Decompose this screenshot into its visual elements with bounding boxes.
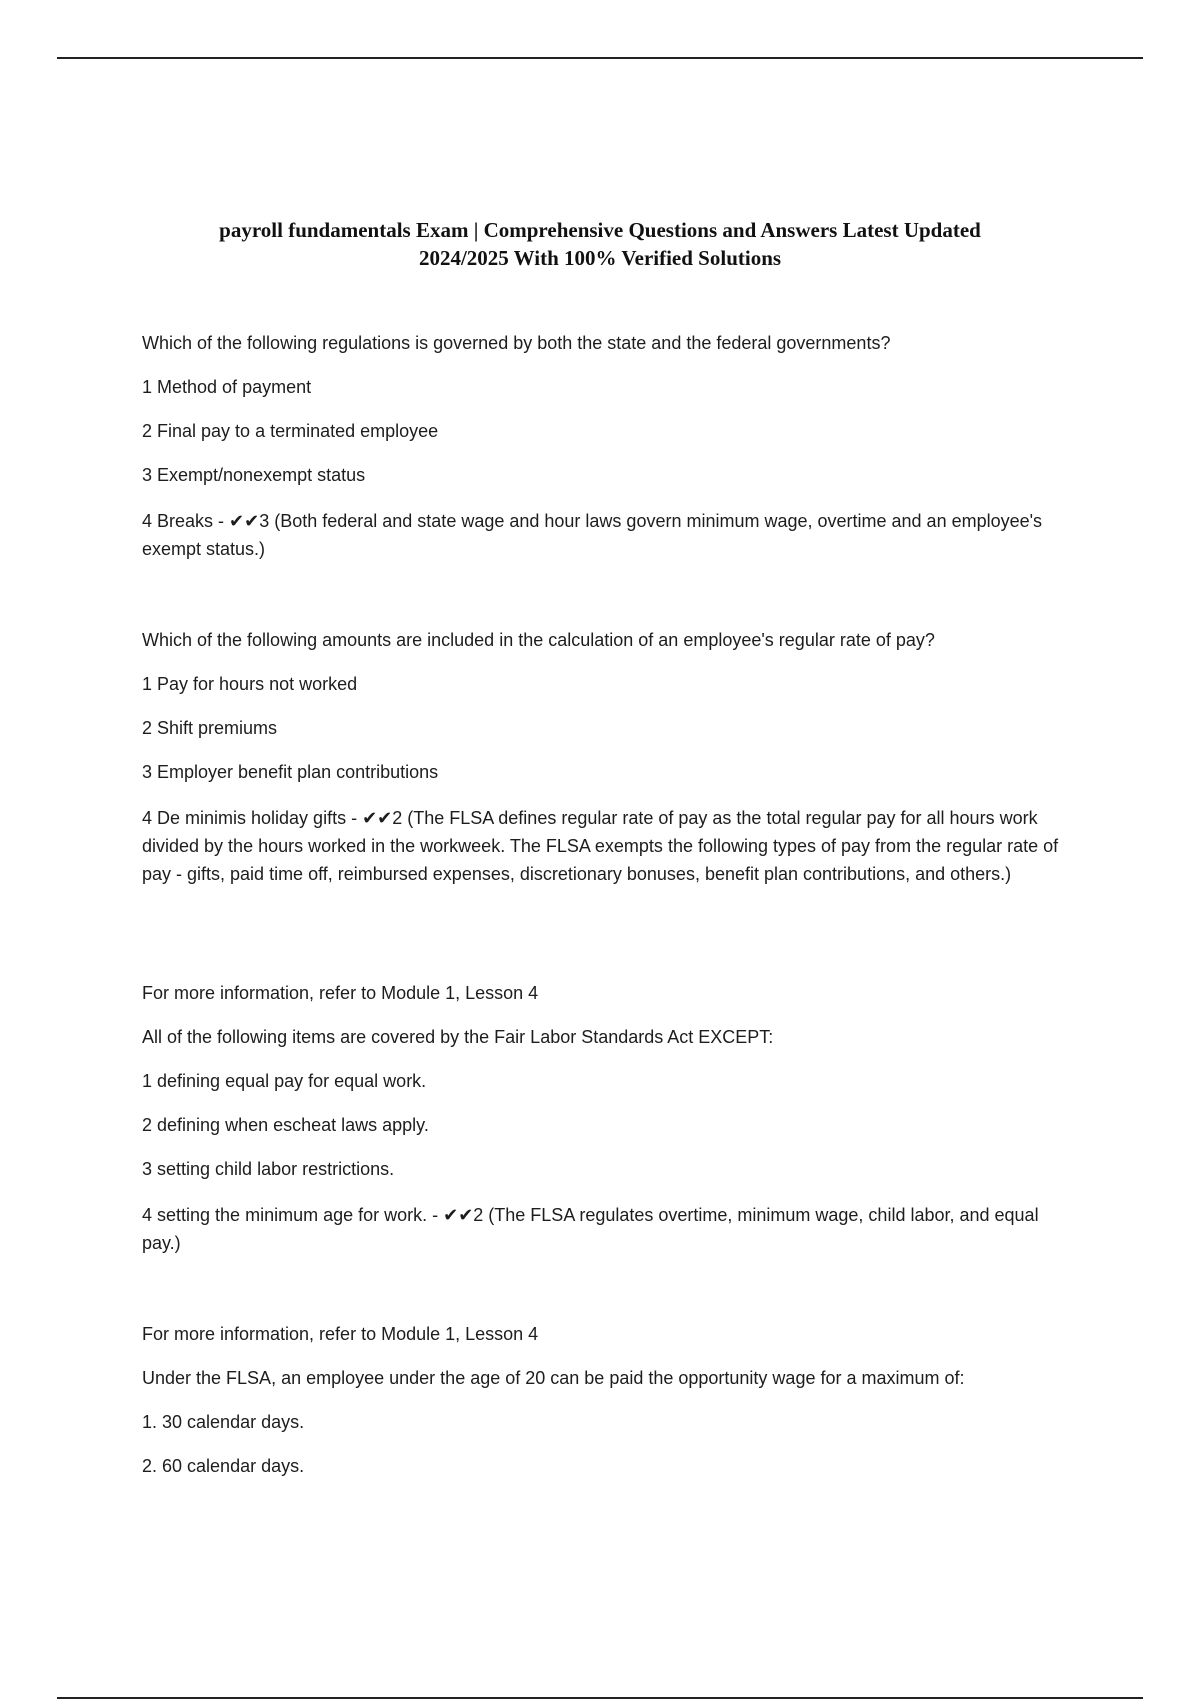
question-1-option-1: 1 Method of payment [142,377,312,397]
question-3-option-1: 1 defining equal pay for equal work. [142,1071,427,1091]
reference-note-2: For more information, refer to Module 1, Lesson 4 [142,1324,539,1344]
question-2: Which of the following amounts are included in the calculation of an employee's regular rate of pay? [142,630,935,650]
question-1-option-4-answer: 4 Breaks - ✔✔3 (Both federal and state wage and hour laws govern minimum wage, overtime and an employee's exempt status.) [142,511,1043,559]
question-4-option-1: 1. 30 calendar days. [142,1412,305,1432]
reference-note-1: For more information, refer to Module 1, Lesson 4 [142,983,539,1003]
question-3-option-4-answer: 4 setting the minimum age for work. - ✔✔2 (The FLSA regulates overtime, minimum wage, child labor, and equal pay.) [142,1205,1039,1253]
question-3-option-3: 3 setting child labor restrictions. [142,1159,395,1179]
bottom-rule [57,1697,1143,1699]
question-4-option-2: 2. 60 calendar days. [142,1456,305,1476]
question-2-option-2: 2 Shift premiums [142,718,278,738]
question-2-option-1: 1 Pay for hours not worked [142,674,358,694]
question-1: Which of the following regulations is governed by both the state and the federal governments? [142,333,891,353]
title-line-1: payroll fundamentals Exam | Comprehensive Questions and Answers Latest Updated [219,218,981,242]
question-1-option-3: 3 Exempt/nonexempt status [142,465,366,485]
question-3-option-2: 2 defining when escheat laws apply. [142,1115,429,1135]
question-2-option-3: 3 Employer benefit plan contributions [142,762,439,782]
top-rule [57,57,1143,59]
question-1-option-2: 2 Final pay to a terminated employee [142,421,439,441]
document-title [150,216,1050,272]
title-line-2: 2024/2025 With 100% Verified Solutions [418,246,782,270]
question-2-option-4-answer: 4 De minimis holiday gifts - ✔✔2 (The FLSA defines regular rate of pay as the total regular pay for all hours work divided by the hours worked in the workweek. The FLSA exempts the following types of pay from the regular rate of pay - gifts, paid time off, reimbursed expenses, discretionary bonuses, benefit plan contributions, and others.) [142,808,1059,884]
question-4: Under the FLSA, an employee under the age of 20 can be paid the opportunity wage for a maximum of: [142,1368,965,1388]
question-3: All of the following items are covered by the Fair Labor Standards Act EXCEPT: [142,1027,774,1047]
